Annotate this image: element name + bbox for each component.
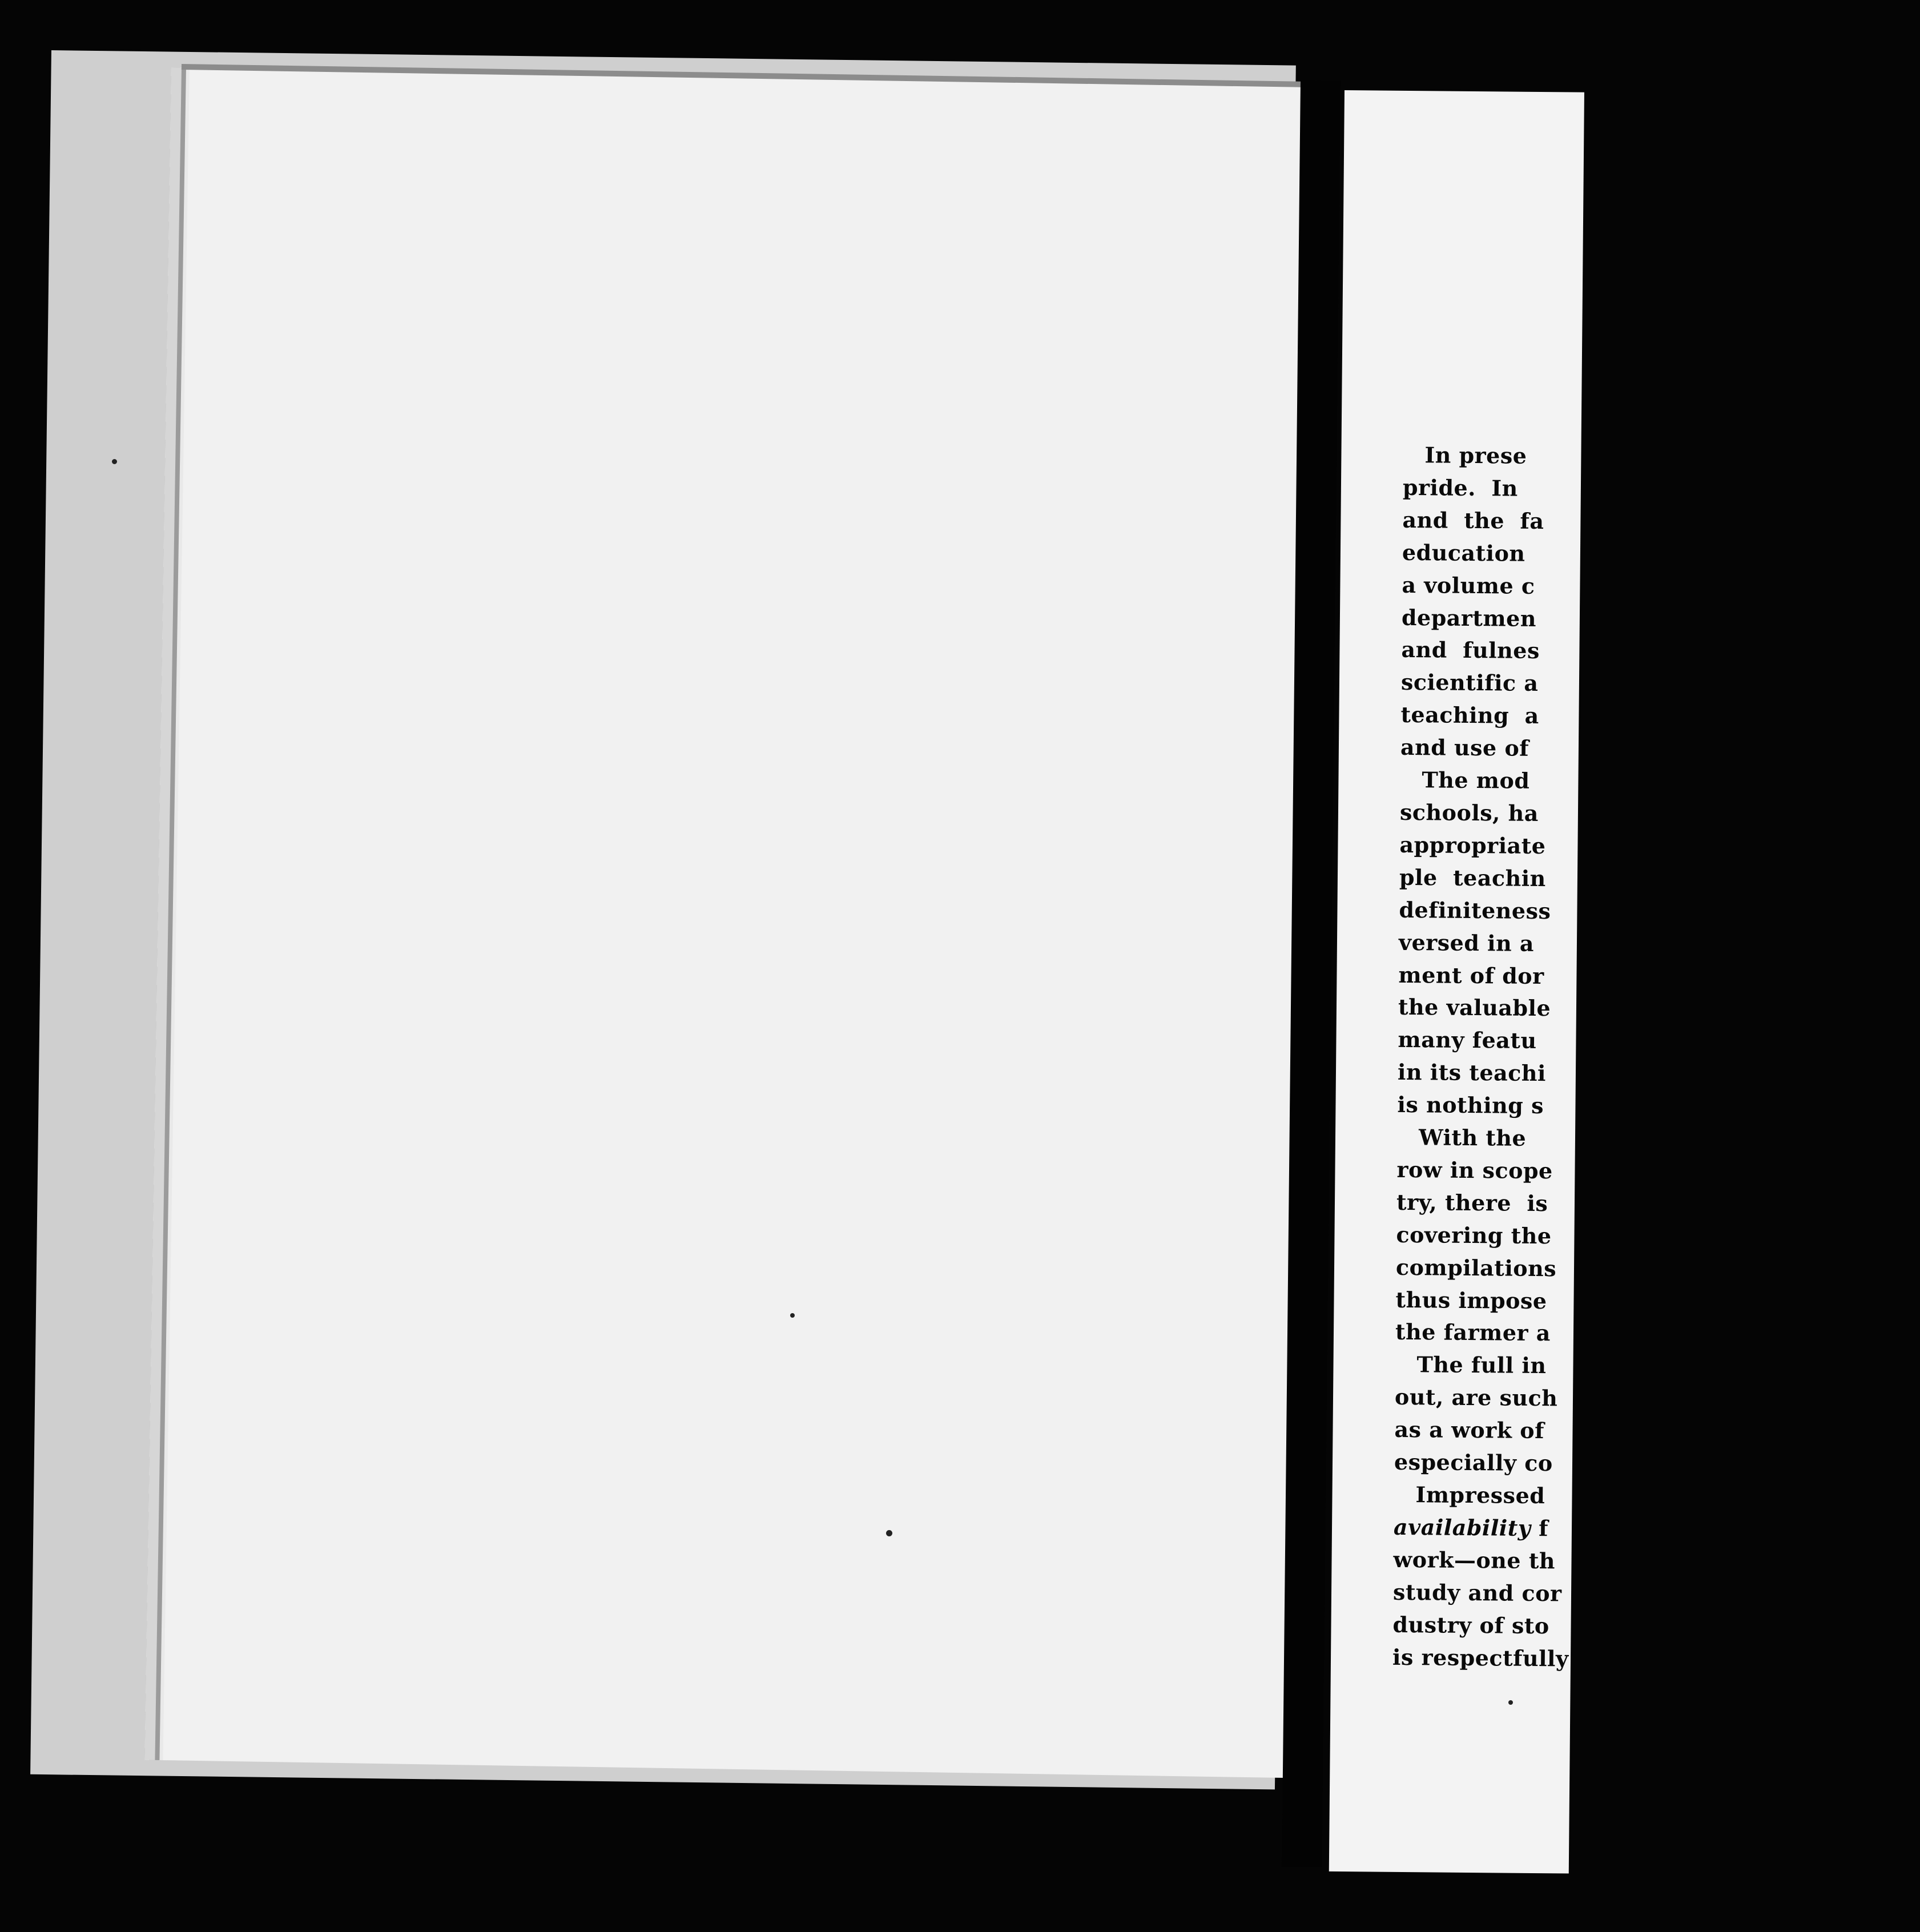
text-line: definiteness — [1399, 896, 1551, 924]
text-line: compilations — [1395, 1254, 1557, 1281]
text-line: in its teachi — [1397, 1059, 1547, 1086]
text-line: and use of — [1400, 734, 1529, 762]
text-line: teaching a — [1400, 702, 1539, 729]
text-line: availability f — [1393, 1514, 1549, 1541]
text-line: is respectfully — [1392, 1644, 1569, 1672]
text-line: work—one th — [1393, 1546, 1556, 1574]
text-line: scientific a — [1400, 669, 1539, 697]
scan-speck — [1508, 1700, 1513, 1705]
text-line: versed in a — [1398, 929, 1535, 956]
text-line: dustry of sto — [1392, 1611, 1549, 1639]
text-line: out, are such — [1394, 1384, 1558, 1411]
text-line: covering the — [1396, 1221, 1552, 1249]
text-line: the farmer a — [1395, 1319, 1551, 1346]
blank-left-page — [144, 67, 1330, 1778]
text-line: pride. In — [1402, 474, 1518, 501]
text-line: and the fa — [1402, 506, 1544, 534]
text-line: appropriate — [1399, 831, 1546, 859]
text-line: departmen — [1401, 604, 1537, 631]
text-line: is nothing s — [1397, 1092, 1544, 1119]
scan-speck — [886, 1530, 892, 1536]
text-line: The full in — [1416, 1351, 1547, 1379]
text-line: try, there is — [1396, 1189, 1548, 1217]
text-line: The mod — [1422, 767, 1530, 794]
text-line: row in scope — [1396, 1156, 1553, 1184]
text-line: education — [1402, 539, 1533, 566]
text-line: study and cor — [1392, 1579, 1562, 1607]
text-line: the valuable — [1398, 994, 1551, 1021]
text-line: schools, ha — [1399, 799, 1539, 826]
scan-speck — [112, 459, 117, 464]
text-line: ment of dor — [1398, 961, 1544, 989]
text-line: Impressed — [1415, 1482, 1545, 1509]
text-line: In prese — [1424, 442, 1527, 469]
right-page-text — [1392, 439, 1917, 1678]
right-page — [1329, 90, 1584, 1874]
text-line: many featu — [1398, 1027, 1537, 1054]
text-line: especially co — [1394, 1448, 1553, 1476]
scan-speck — [790, 1313, 795, 1318]
text-line: and fulnes — [1401, 637, 1540, 664]
text-line: thus impose — [1395, 1286, 1547, 1314]
text-line: as a work of — [1394, 1416, 1545, 1444]
text-line: a volume c — [1402, 571, 1535, 599]
text-line: ple teachin — [1399, 864, 1546, 891]
text-line: With the — [1418, 1124, 1527, 1151]
